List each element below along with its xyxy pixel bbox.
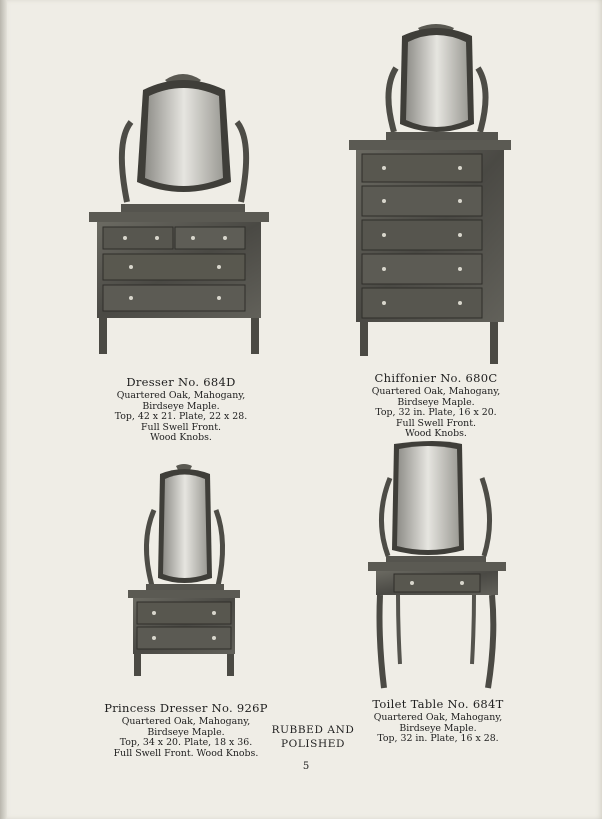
- item-detail: Birdseye Maple.: [147, 726, 225, 738]
- toilet-table-684t-caption: [356, 697, 520, 745]
- finish-note-line: RUBBED AND: [271, 724, 355, 736]
- item-detail: Top, 42 x 21. Plate, 22 x 28.: [114, 411, 248, 423]
- chiffonier-680c-caption: [348, 371, 524, 440]
- item-title: Princess Dresser No. 926P: [104, 701, 268, 715]
- item-detail: Full Swell Front.: [141, 421, 221, 433]
- item-detail: Quartered Oak, Mahogany,: [371, 386, 501, 397]
- item-title: Chiffonier No. 680C: [374, 371, 498, 385]
- princess-dresser-926p-image: [124, 462, 244, 686]
- item-detail: Wood Knobs.: [405, 428, 467, 440]
- item-detail: Top, 32 in. Plate, 16 x 20.: [375, 407, 497, 419]
- princess-dresser-926p-caption: [100, 701, 272, 759]
- chiffonier-680c-image: [346, 20, 516, 370]
- item-detail: Wood Knobs.: [150, 432, 212, 444]
- item-detail: Top, 34 x 20. Plate, 18 x 36.: [119, 737, 253, 749]
- finish-note: [266, 723, 360, 751]
- page-number: 5: [302, 761, 310, 772]
- toilet-table-684t-image: [364, 438, 510, 696]
- finish-note-line: POLISHED: [280, 738, 346, 750]
- dresser-684d-caption: [96, 375, 266, 444]
- item-detail: Birdseye Maple.: [142, 400, 220, 412]
- item-detail: Quartered Oak, Mahogany,: [116, 390, 246, 401]
- item-detail: Full Swell Front.: [396, 417, 476, 429]
- item-detail: Full Swell Front. Wood Knobs.: [113, 747, 259, 759]
- item-detail: Quartered Oak, Mahogany,: [373, 712, 503, 723]
- item-detail: Top, 32 in. Plate, 16 x 28.: [377, 733, 499, 745]
- item-detail: Birdseye Maple.: [397, 396, 475, 408]
- item-title: Dresser No. 684D: [126, 375, 236, 389]
- dresser-684d-image: [85, 62, 275, 372]
- page-spine-shadow: [0, 0, 7, 819]
- item-detail: Birdseye Maple.: [399, 722, 477, 734]
- item-detail: Quartered Oak, Mahogany,: [121, 716, 251, 727]
- item-title: Toilet Table No. 684T: [372, 697, 504, 711]
